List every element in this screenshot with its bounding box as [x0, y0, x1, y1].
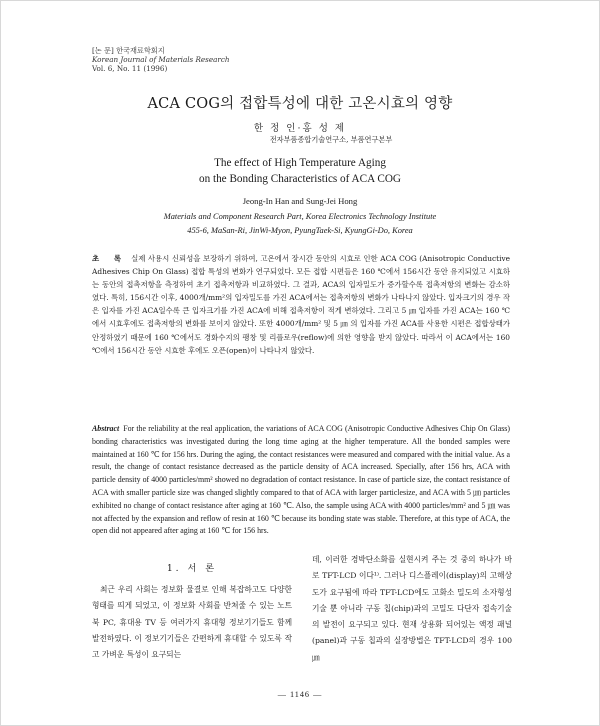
journal-header-line2: Korean Journal of Materials Research: [92, 55, 230, 64]
title-english: [0, 155, 600, 187]
journal-header: [92, 46, 230, 73]
title-korean: ACA COG의 접합특성에 대한 고온시효의 영향: [147, 96, 453, 112]
title-english-line1: The effect of High Temperature Aging: [214, 157, 386, 169]
page-number: — 1146 —: [277, 690, 323, 699]
journal-header-line3: Vol. 6, No. 11 (1996): [92, 64, 168, 73]
abstract-korean-text: 실제 사용시 신뢰성을 보장하기 위하여, 고온에서 장시간 동안의 시효로 인한 ACA COG (Anisotropic Conductive Adhesives Chip On Glass) 접합 특성의 변화가 연구되었다. 모든 접합 시편들은 160 ℃에서 156시간 동안 유지되었고 시효하는 동안의 접촉저항을 측정하여 초기 접촉저항과 비교하였다. 그 결과, ACA의 입자밀도가 증가할수록 접촉저항의 변화는 감소하였다. 특히, 156시간 이후, 4000개/mm²의 입자밀도를 가진 ACA에서는 접촉저항의 변화가 나타나지 않았다. 입자크기의 경우 작은 입자를 가진 ACA일수록 큰 입자크기를 가진 ACA에 비해 접촉저항이 적게 변하였다. 그리고 5 ㎛ 입자를 가진 ACA는 160 ℃에서 시효후에도 접촉저항의 변화를 보이지 않았다. 또한 4000개/mm² 및 5 ㎛ 의 입자를 가진 ACA를 사용한 시편은 접합상태가 안정하였기 때문에 160 ℃에서도 경화수지의 팽창 및 리플로우(reflow)에 의한 영향을 받지 않았다. 따라서 이 ACA에서는 160 ℃에서 156시간 동안 시효한 후에도 오픈(open)이 나타나지 않았다.: [92, 254, 510, 355]
body-text-right: 데, 이러한 경박단소화를 실현시켜 주는 것 중의 하나가 바로 TFT-LCD 이다¹⁾. 그러나 디스플레이(display)의 고해상도가 요구됨에 따라 TFT-LCD에도 고화소 밀도의 소자형성 기술 뿐 아니라 구동 칩(chip)과의 고밀도 다단자 접속기술의 발전이 요구되고 있다. 현재 상용화 되어있는 액정 패널(panel)과 구동 칩과의 실장방법은 TFT-LCD의 경우 100 ㎛: [312, 555, 512, 662]
authors-english: Jeong-In Han and Sung-Jei Hong: [242, 196, 358, 206]
affiliation-english-line2: 455-6, MaSan-Ri, JinWi-Myon, PyungTaek-Si, KyungGi-Do, Korea: [187, 226, 413, 235]
title-english-line2: on the Bonding Characteristics of ACA COG: [199, 173, 401, 185]
body-column-right: [312, 552, 512, 666]
abstract-english: [92, 423, 510, 538]
authors-korean: 한 정 인·홍 성 제: [253, 123, 347, 134]
abstract-korean-label: 초 록: [92, 254, 128, 263]
affiliation-english-line1: Materials and Component Research Part, Korea Electronics Technology Institute: [163, 212, 437, 221]
abstract-english-label: Abstract: [92, 424, 120, 433]
section-heading-introduction: 1. 서 론: [166, 563, 218, 574]
journal-header-line1: [논 문] 한국재료학회지: [92, 46, 165, 55]
body-text-left: 최근 우리 사회는 정보화 물결로 인해 복잡하고도 다양한 형태를 띄게 되었고, 이 정보화 사회를 반쳐줄 수 있는 노트북 PC, 휴대용 TV 등 여러가지 휴대형 정보기기들도 함께 발전하였다. 이 정보기기들은 간편하게 휴대할 수 있도록 작고 가벼운 특성이 요구되는: [92, 585, 292, 660]
affiliation-english: [0, 210, 600, 238]
abstract-korean: [92, 252, 510, 357]
body-column-left: [92, 552, 292, 663]
abstract-english-text: For the reliability at the real application, the variations of ACA COG (Anisotropic Conductive Adhesives Chip On Glass) bonding characteristics was investigated during the long time aging at the higher temperature. All the bonded samples were maintained at 160 ℃ for 156 hrs. During the aging, the contact resistances were measured and compared with the initial value. As a result, the change of contact resistance decreased as the particle density of ACA increased. Specially, after 156 hrs, ACA with particle density of 4000 particles/mm² showed no degradation of contact resistance. In case of particle size, the contact resistance of ACA with smaller particle size was changed slightly compared to that of ACA with larger particlesize, and ACA with 5 ㎛ particles exhibited no change of contact resistance after aging at 160 ℃. Also, the sample using ACA with 4000 particles/mm² and 5 ㎛ was not affected by the expansion and reflow of resin at 160 ℃ because its bonding state was stable. Therefore, at this type of ACA, the open did not appeared after aging at 160 ℃ for 156 hrs.: [92, 424, 510, 536]
affiliation-korean: 전자부품종합기술연구소, 부품연구본부: [269, 135, 393, 144]
